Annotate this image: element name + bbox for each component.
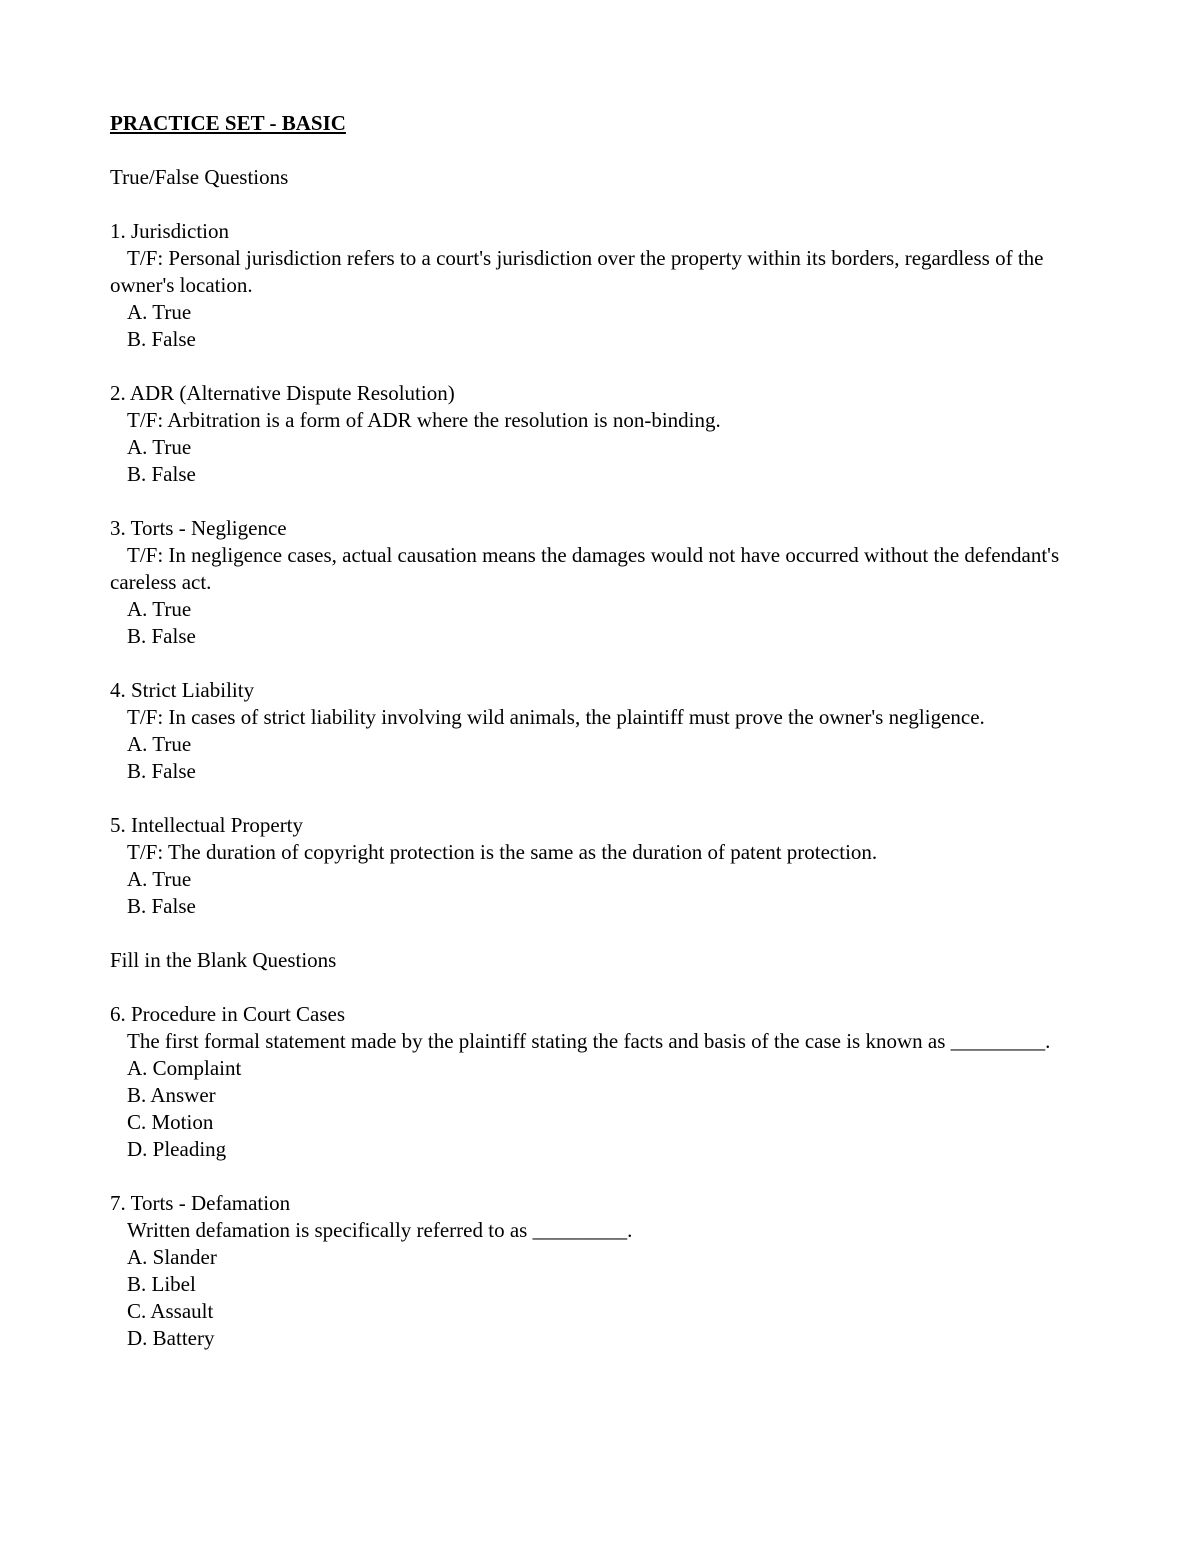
question-title: 2. ADR (Alternative Dispute Resolution) [110, 381, 455, 405]
answer-option: A. Slander [127, 1245, 217, 1269]
question-6 [110, 1001, 1090, 1163]
answer-option: B. False [127, 462, 196, 486]
question-text: T/F: Personal jurisdiction refers to a court's jurisdiction over the property within its borders, regardless of the owner's location. [110, 246, 1044, 297]
answer-option: D. Battery [127, 1326, 215, 1350]
question-title: 5. Intellectual Property [110, 813, 304, 837]
question-text: T/F: Arbitration is a form of ADR where the resolution is non-binding. [127, 408, 721, 432]
answer-option: B. False [127, 624, 196, 648]
section-heading-true-false: True/False Questions [110, 165, 289, 189]
answer-option: B. Libel [127, 1272, 196, 1296]
answer-option: A. Complaint [127, 1056, 242, 1080]
question-3 [110, 515, 1090, 650]
answer-option: A. True [127, 300, 192, 324]
answer-option: B. False [127, 759, 196, 783]
question-7 [110, 1190, 1090, 1352]
answer-option: B. False [127, 894, 196, 918]
question-title: 4. Strict Liability [110, 678, 255, 702]
answer-option: D. Pleading [127, 1137, 227, 1161]
question-text: The first formal statement made by the plaintiff stating the facts and basis of the case is known as _________. [127, 1029, 1051, 1053]
answer-option: B. Answer [127, 1083, 216, 1107]
question-title: 7. Torts - Defamation [110, 1191, 291, 1215]
answer-option: A. True [127, 732, 192, 756]
answer-option: C. Assault [127, 1299, 214, 1323]
section-heading-fill-in-blank: Fill in the Blank Questions [110, 948, 337, 972]
question-text: T/F: The duration of copyright protection is the same as the duration of patent protection. [127, 840, 878, 864]
answer-option: A. True [127, 867, 192, 891]
question-text: T/F: In negligence cases, actual causation means the damages would not have occurred without the defendant's careless act. [110, 543, 1060, 594]
question-text: T/F: In cases of strict liability involving wild animals, the plaintiff must prove the owner's negligence. [127, 705, 985, 729]
question-title: 1. Jurisdiction [110, 219, 229, 243]
document-page [110, 110, 1090, 1352]
answer-option: A. True [127, 597, 192, 621]
question-title: 6. Procedure in Court Cases [110, 1002, 346, 1026]
question-text: Written defamation is specifically referred to as _________. [127, 1218, 633, 1242]
answer-option: C. Motion [127, 1110, 214, 1134]
question-5 [110, 812, 1090, 920]
question-1 [110, 218, 1090, 353]
answer-option: B. False [127, 327, 196, 351]
document-title: PRACTICE SET - BASIC [110, 111, 346, 135]
answer-option: A. True [127, 435, 192, 459]
question-4 [110, 677, 1090, 785]
question-2 [110, 380, 1090, 488]
question-title: 3. Torts - Negligence [110, 516, 287, 540]
